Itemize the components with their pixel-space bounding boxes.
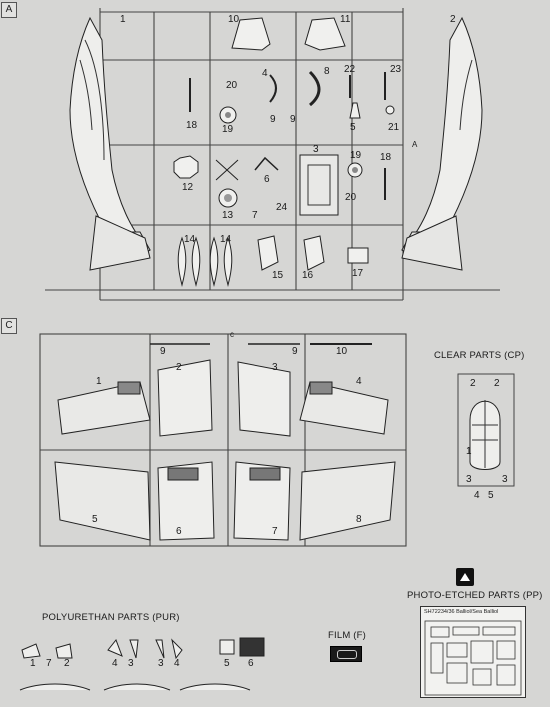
sprue-a-part-12: 12 bbox=[182, 182, 194, 193]
pur-part-3a: 3 bbox=[128, 658, 134, 669]
sprue-c-part-10: 10 bbox=[336, 346, 348, 357]
photo-etched-fret-label: SH72234/36 Balliol/Sea Balliol bbox=[424, 609, 499, 615]
sprue-a-part-1: 1 bbox=[120, 14, 126, 25]
sprue-a-part-22: 22 bbox=[344, 64, 356, 75]
sprue-a-label: A bbox=[1, 2, 17, 18]
film-title: FILM (F) bbox=[328, 630, 367, 641]
sprue-c-part-5: 5 bbox=[92, 514, 98, 525]
sprue-c-mark: c bbox=[230, 330, 234, 339]
sprue-a-part-9b: 9 bbox=[290, 114, 296, 125]
sprue-a-part-20b: 20 bbox=[345, 192, 357, 203]
clear-part-4: 4 bbox=[474, 490, 480, 501]
clear-part-3a: 3 bbox=[466, 474, 472, 485]
pur-part-4b: 4 bbox=[174, 658, 180, 669]
sprue-a-part-21: 21 bbox=[388, 122, 400, 133]
clear-part-5: 5 bbox=[488, 490, 494, 501]
sprue-c-part-4: 4 bbox=[356, 376, 362, 387]
sprue-a-part-14b: 14 bbox=[220, 234, 232, 245]
film-sheet bbox=[330, 646, 362, 662]
sprue-a-part-2: 2 bbox=[450, 14, 456, 25]
sprue-c-part-9a: 9 bbox=[160, 346, 166, 357]
pur-part-3b: 3 bbox=[158, 658, 164, 669]
sprue-a-part-20a: 20 bbox=[226, 80, 238, 91]
clear-part-2a: 2 bbox=[470, 378, 476, 389]
sprue-a-part-24: 24 bbox=[276, 202, 288, 213]
pur-part-2: 2 bbox=[64, 658, 70, 669]
sprue-c-part-6: 6 bbox=[176, 526, 182, 537]
sprue-a-part-18b: 18 bbox=[380, 152, 392, 163]
pur-part-5: 5 bbox=[224, 658, 230, 669]
sprue-a-part-14a: 14 bbox=[184, 234, 196, 245]
sprue-a-part-3: 3 bbox=[313, 144, 319, 155]
clear-part-2b: 2 bbox=[494, 378, 500, 389]
sprue-a-part-9a: 9 bbox=[270, 114, 276, 125]
sprue-a-part-8: 8 bbox=[324, 66, 330, 77]
sprue-c-part-7: 7 bbox=[272, 526, 278, 537]
sprue-a-part-5: 5 bbox=[350, 122, 356, 133]
pur-part-1: 1 bbox=[30, 658, 36, 669]
sprue-a-part-16: 16 bbox=[302, 270, 314, 281]
sprue-a-part-15: 15 bbox=[272, 270, 284, 281]
clear-part-3b: 3 bbox=[502, 474, 508, 485]
sprue-a-mark: A bbox=[412, 140, 418, 149]
sprue-a-part-17: 17 bbox=[352, 268, 364, 279]
sprue-a-part-13: 13 bbox=[222, 210, 234, 221]
sprue-c-part-9b: 9 bbox=[292, 346, 298, 357]
sprue-c-label: C bbox=[1, 318, 17, 334]
sprue-a-part-19a: 19 bbox=[222, 124, 234, 135]
sprue-c-part-3: 3 bbox=[272, 362, 278, 373]
sprue-a-part-4: 4 bbox=[262, 68, 268, 79]
photo-etched-title: PHOTO-ETCHED PARTS (PP) bbox=[407, 590, 543, 601]
sprue-c-part-8: 8 bbox=[356, 514, 362, 525]
sprue-a-part-7: 7 bbox=[252, 210, 258, 221]
sprue-c-part-2: 2 bbox=[176, 362, 182, 373]
pur-part-4a: 4 bbox=[112, 658, 118, 669]
polyurethan-title: POLYURETHAN PARTS (PUR) bbox=[42, 612, 180, 623]
sprue-a-part-23: 23 bbox=[390, 64, 402, 75]
sprue-a-part-10: 10 bbox=[228, 14, 240, 25]
pur-part-6: 6 bbox=[248, 658, 254, 669]
sprue-a-part-19b: 19 bbox=[350, 150, 362, 161]
clear-parts-title: CLEAR PARTS (CP) bbox=[434, 350, 525, 361]
pur-part-7: 7 bbox=[46, 658, 52, 669]
sprue-a-part-6: 6 bbox=[264, 174, 270, 185]
clear-part-1: 1 bbox=[466, 446, 472, 457]
sprue-c-part-1: 1 bbox=[96, 376, 102, 387]
sprue-a-part-11: 11 bbox=[340, 14, 351, 25]
sprue-a-part-18a: 18 bbox=[186, 120, 198, 131]
